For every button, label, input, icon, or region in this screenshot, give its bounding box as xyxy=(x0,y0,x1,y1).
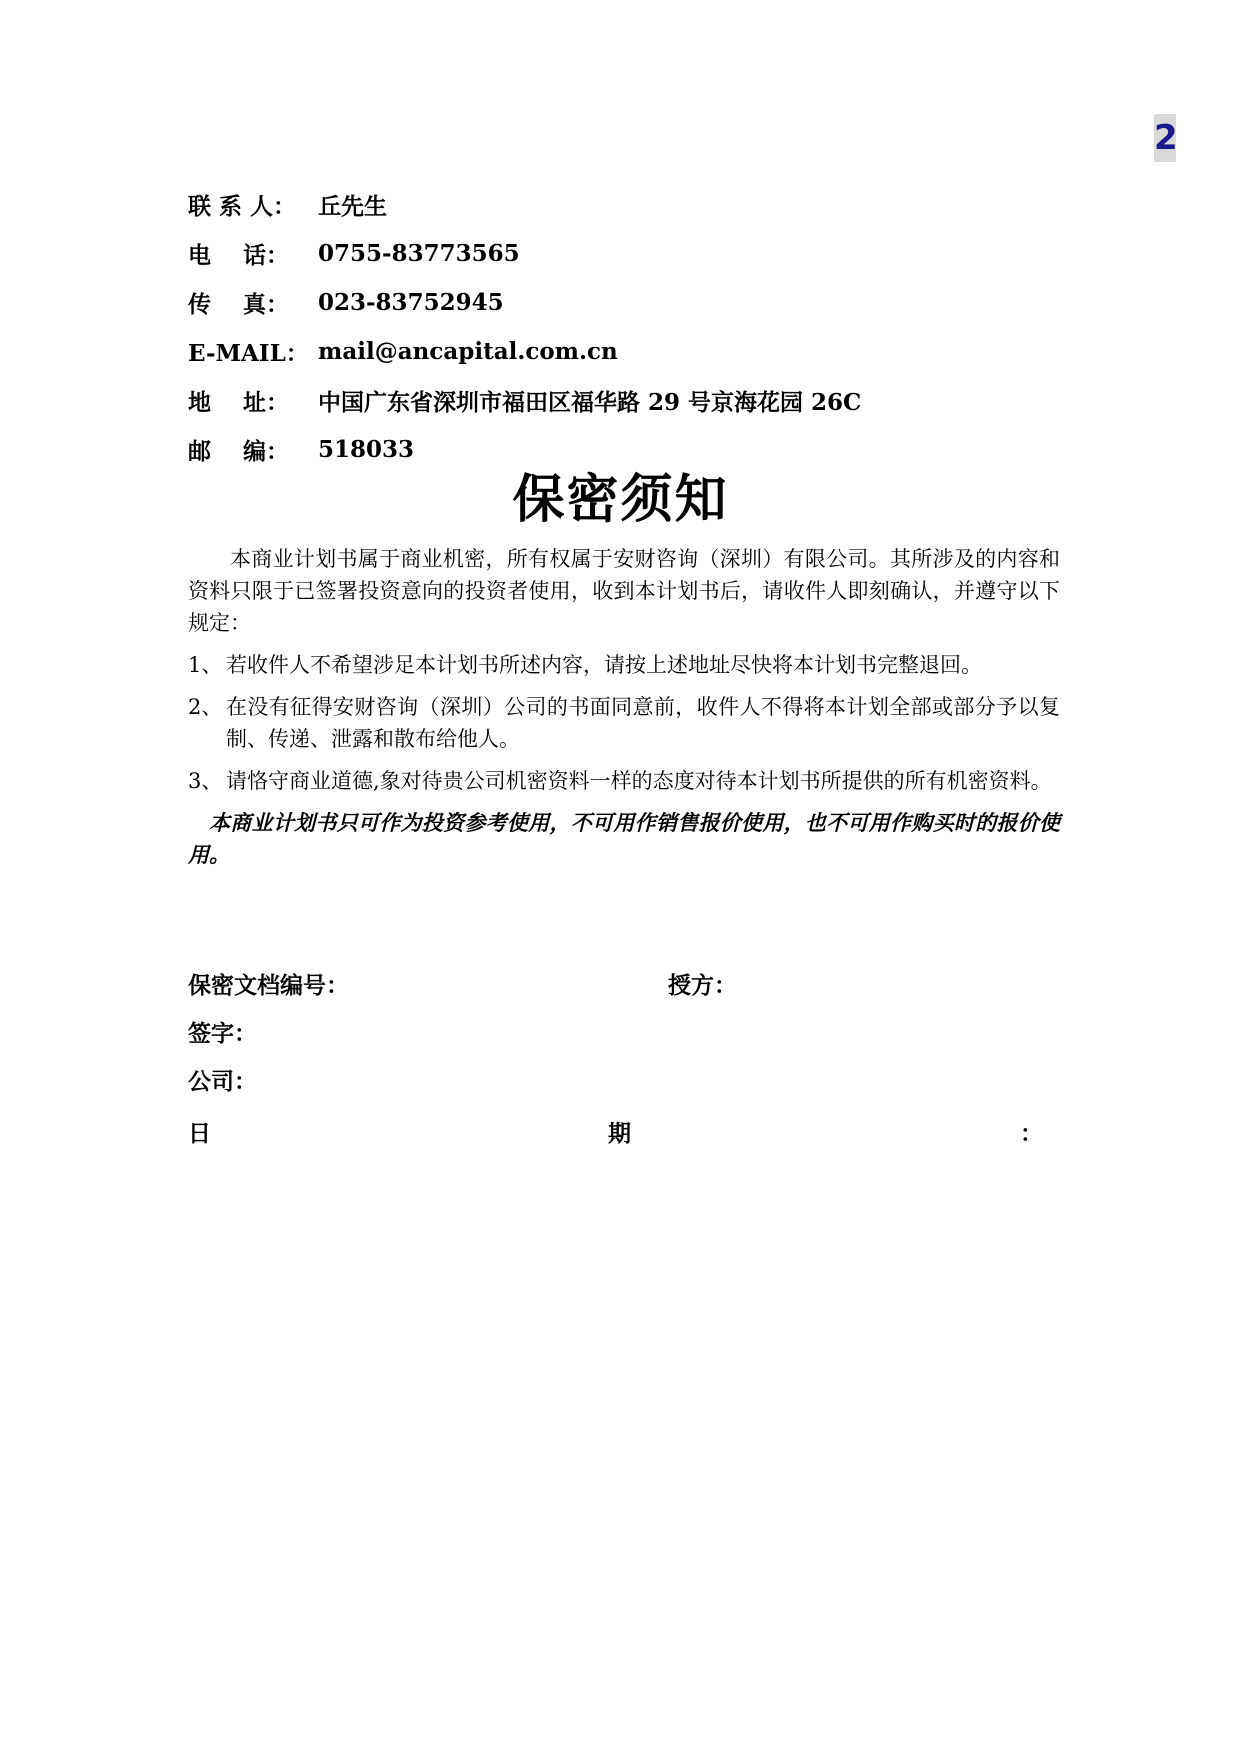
contact-value: 中国广东省深圳市福田区福华路 29 号京海花园 26C xyxy=(318,389,862,416)
contact-row-person xyxy=(188,180,861,229)
rule-number: 1、 xyxy=(188,653,223,677)
date-colon: ： xyxy=(1020,1120,1043,1147)
contact-row-postcode xyxy=(188,425,861,474)
contact-row-phone xyxy=(188,229,861,278)
contact-info xyxy=(188,180,861,474)
rule-number: 3、 xyxy=(188,769,223,793)
rule-number: 2、 xyxy=(188,695,223,719)
contact-value: 518033 xyxy=(318,436,415,463)
contact-value: 023-83752945 xyxy=(318,289,504,316)
date-char-period: 期 xyxy=(608,1120,631,1147)
form-row-doc-number xyxy=(188,968,1040,1004)
form-row-date xyxy=(188,1116,1043,1152)
rule-text: 请恪守商业道德,象对待贵公司机密资料一样的态度对待本计划书所提供的所有机密资料。 xyxy=(226,769,1052,793)
rule-item xyxy=(188,765,1060,797)
page-number: 2 xyxy=(1154,114,1176,162)
contact-value: 0755-83773565 xyxy=(318,240,520,267)
doc-number-label: 保密文档编号： xyxy=(188,972,349,999)
contact-value: 丘先生 xyxy=(318,193,387,220)
company-label: 公司： xyxy=(188,1068,257,1095)
contact-label: 邮 编： xyxy=(188,438,290,465)
rule-item xyxy=(188,691,1060,755)
contact-label: 电 话： xyxy=(188,242,290,269)
disclaimer: 本商业计划书只可作为投资参考使用，不可用作销售报价使用，也不可用作购买时的报价使用。 xyxy=(188,810,1060,867)
intro-paragraph: 本商业计划书属于商业机密，所有权属于安财咨询（深圳）有限公司。其所涉及的内容和资料只限于已签署投资意向的投资者使用，收到本计划书后，请收件人即刻确认，并遵守以下规定： xyxy=(188,547,1060,635)
contact-label: E-MAIL： xyxy=(188,340,309,367)
contact-row-fax xyxy=(188,278,861,327)
contact-label: 传 真： xyxy=(188,291,290,318)
date-char-day: 日 xyxy=(188,1120,211,1147)
contact-row-address xyxy=(188,376,861,425)
form-row-company xyxy=(188,1064,1040,1100)
page-title: 保密须知 xyxy=(512,469,729,530)
rule-text: 若收件人不希望涉足本计划书所述内容，请按上述地址尽快将本计划书完整退回。 xyxy=(226,653,982,677)
contact-label: 联 系 人： xyxy=(188,193,297,220)
contact-row-email xyxy=(188,327,861,376)
contact-value: mail@ancapital.com.cn xyxy=(318,338,618,365)
signature-label: 签字： xyxy=(188,1020,257,1047)
rule-item xyxy=(188,649,1060,681)
authorized-label: 授方： xyxy=(668,972,737,999)
form-row-signature xyxy=(188,1016,1040,1052)
rule-text: 在没有征得安财咨询（深圳）公司的书面同意前，收件人不得将本计划全部或部分予以复制、传递、泄露和散布给他人。 xyxy=(226,695,1060,751)
contact-label: 地 址： xyxy=(188,389,290,416)
confidentiality-notice xyxy=(188,543,1060,871)
